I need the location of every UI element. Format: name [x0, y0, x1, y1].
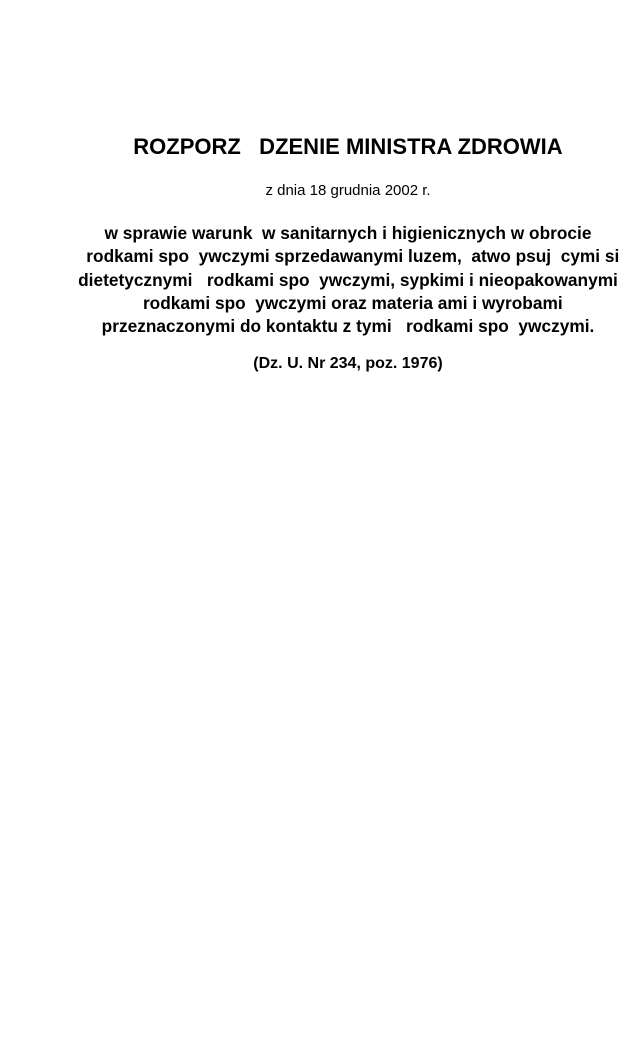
document-date-line: z dnia 18 grudnia 2002 r. [265, 182, 431, 199]
subject-line: rodkami spo ywczymi oraz materia ami i wyrobami [133, 292, 563, 313]
document-title: ROZPORZ DZENIE MINISTRA ZDROWIA [133, 134, 563, 159]
document-citation: (Dz. U. Nr 234, poz. 1976) [253, 355, 443, 373]
subject-line: w sprawie warunk w sanitarnych i higienicznych w obrocie [104, 223, 592, 243]
document-subject [66, 222, 630, 338]
subject-line: dietetycznymi rodkami spo ywczymi, sypkimi i nieopakowanymi [78, 269, 618, 290]
document-header-block [66, 0, 630, 374]
subject-line: przeznaczonymi do kontaktu z tymi rodkami spo ywczymi. [101, 316, 595, 337]
subject-line: rodkami spo ywczymi sprzedawanymi luzem, atwo psuj cymi si [76, 246, 620, 267]
